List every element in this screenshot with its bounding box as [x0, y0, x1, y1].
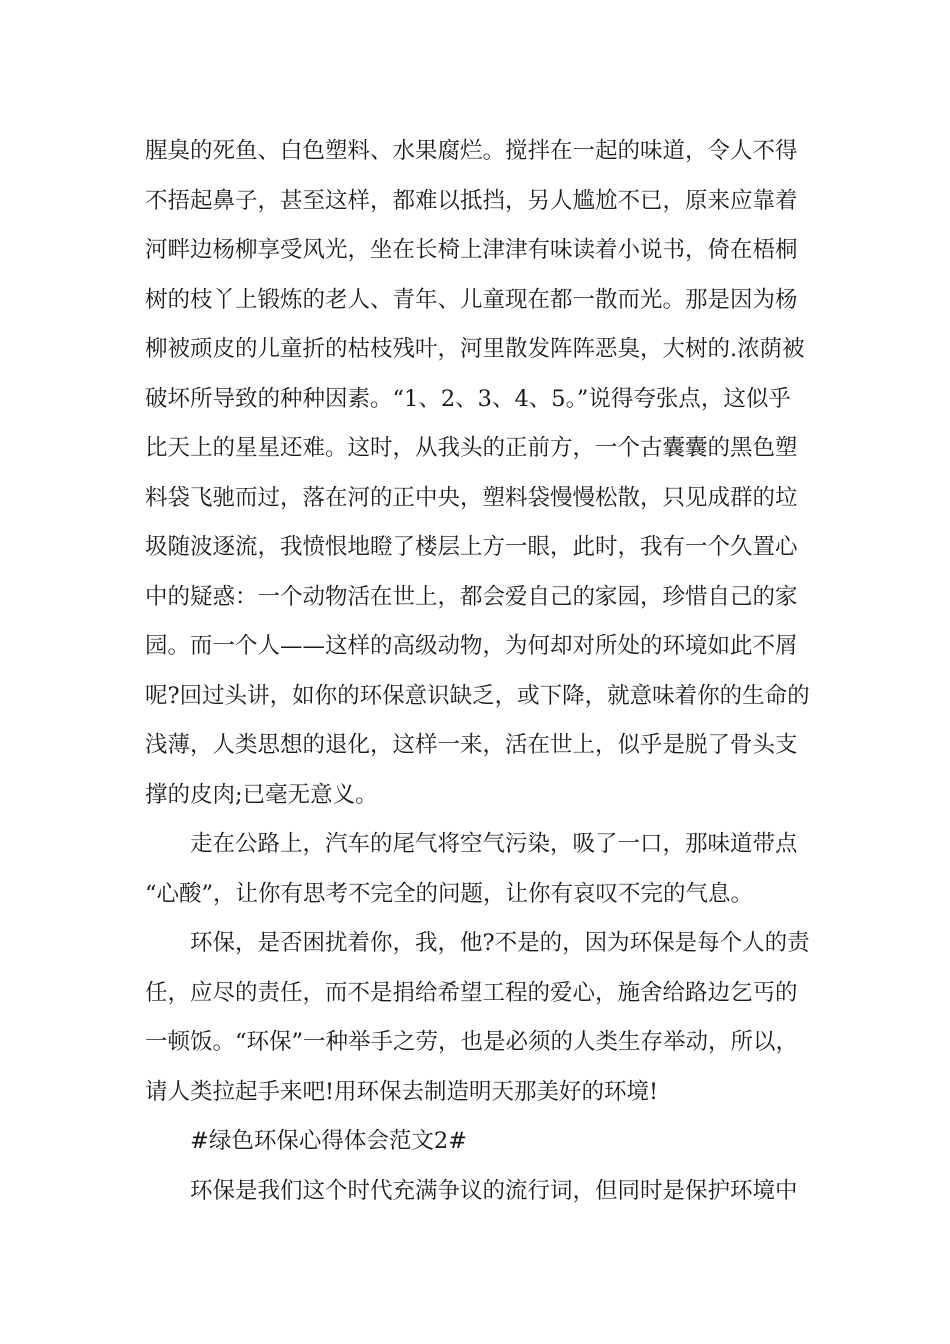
text-line: 料袋飞驰而过，落在河的正中央，塑料袋慢慢松散，只见成群的垃: [145, 484, 798, 511]
text-line: 园。而一个人——这样的高级动物，为何却对所处的环境如此不屑: [145, 633, 798, 659]
paragraph-p1: [145, 127, 810, 820]
text-line: 请人类拉起手来吧!用环保去制造明天那美好的环境!: [145, 1078, 659, 1105]
text-line: 树的枝丫上锻炼的老人、青年、儿童现在都一散而光。那是因为杨: [145, 286, 798, 313]
text-line: 比天上的星星还难。这时，从我头的正前方，一个古囊囊的黑色塑: [145, 435, 798, 461]
text-line: #绿色环保心得体会范文2#: [190, 1128, 468, 1154]
text-line: 破坏所导致的种种因素。“1、2、3、4、5。”说得夸张点，这似乎: [145, 385, 791, 412]
paragraph-p5: [145, 1167, 805, 1217]
paragraph-p4: [145, 1117, 805, 1167]
paragraph-p3: [145, 919, 810, 1117]
text-line: 腥臭的死鱼、白色塑料、水果腐烂。搅拌在一起的味道，令人不得: [145, 138, 798, 164]
text-line: “心酸”，让你有思考不完全的问题，让你有哀叹不完的气息。: [145, 880, 754, 907]
text-line: 任，应尽的责任，而不是捐给希望工程的爱心，施舍给路边乞丐的: [145, 979, 798, 1006]
paragraph-p2: [145, 820, 805, 919]
document-body: [145, 127, 810, 1216]
text-line: 环保，是否困扰着你，我，他?不是的，因为环保是每个人的责: [190, 930, 810, 956]
text-line: 环保是我们这个时代充满争议的流行词，但同时是保护环境中: [190, 1177, 798, 1204]
text-line: 不捂起鼻子，甚至这样，都难以抵挡，另人尴尬不已，原来应靠着: [145, 187, 798, 214]
text-line: 圾随波逐流，我愤恨地瞪了楼层上方一眼，此时，我有一个久置心: [145, 534, 798, 560]
text-line: 呢?回过头讲，如你的环保意识缺乏，或下降，就意味着你的生命的: [145, 682, 810, 709]
text-line: 走在公路上，汽车的尾气将空气污染，吸了一口，那味道带点: [190, 831, 798, 857]
text-line: 柳被顽皮的儿童折的枯枝残叶，河里散发阵阵恶臭，大树的.浓荫被: [145, 336, 805, 362]
text-line: 中的疑惑：一个动物活在世上，都会爱自己的家园，珍惜自己的家: [145, 583, 798, 610]
text-line: 河畔边杨柳享受风光，坐在长椅上津津有味读着小说书，倚在梧桐: [145, 237, 798, 263]
text-line: 浅薄，人类思想的退化，这样一来，活在世上，似乎是脱了骨头支: [145, 732, 798, 758]
text-line: 撑的皮肉;已毫无意义。: [145, 781, 378, 808]
text-line: 一顿饭。“环保”一种举手之劳，也是必须的人类生存举动，所以，: [145, 1029, 799, 1055]
